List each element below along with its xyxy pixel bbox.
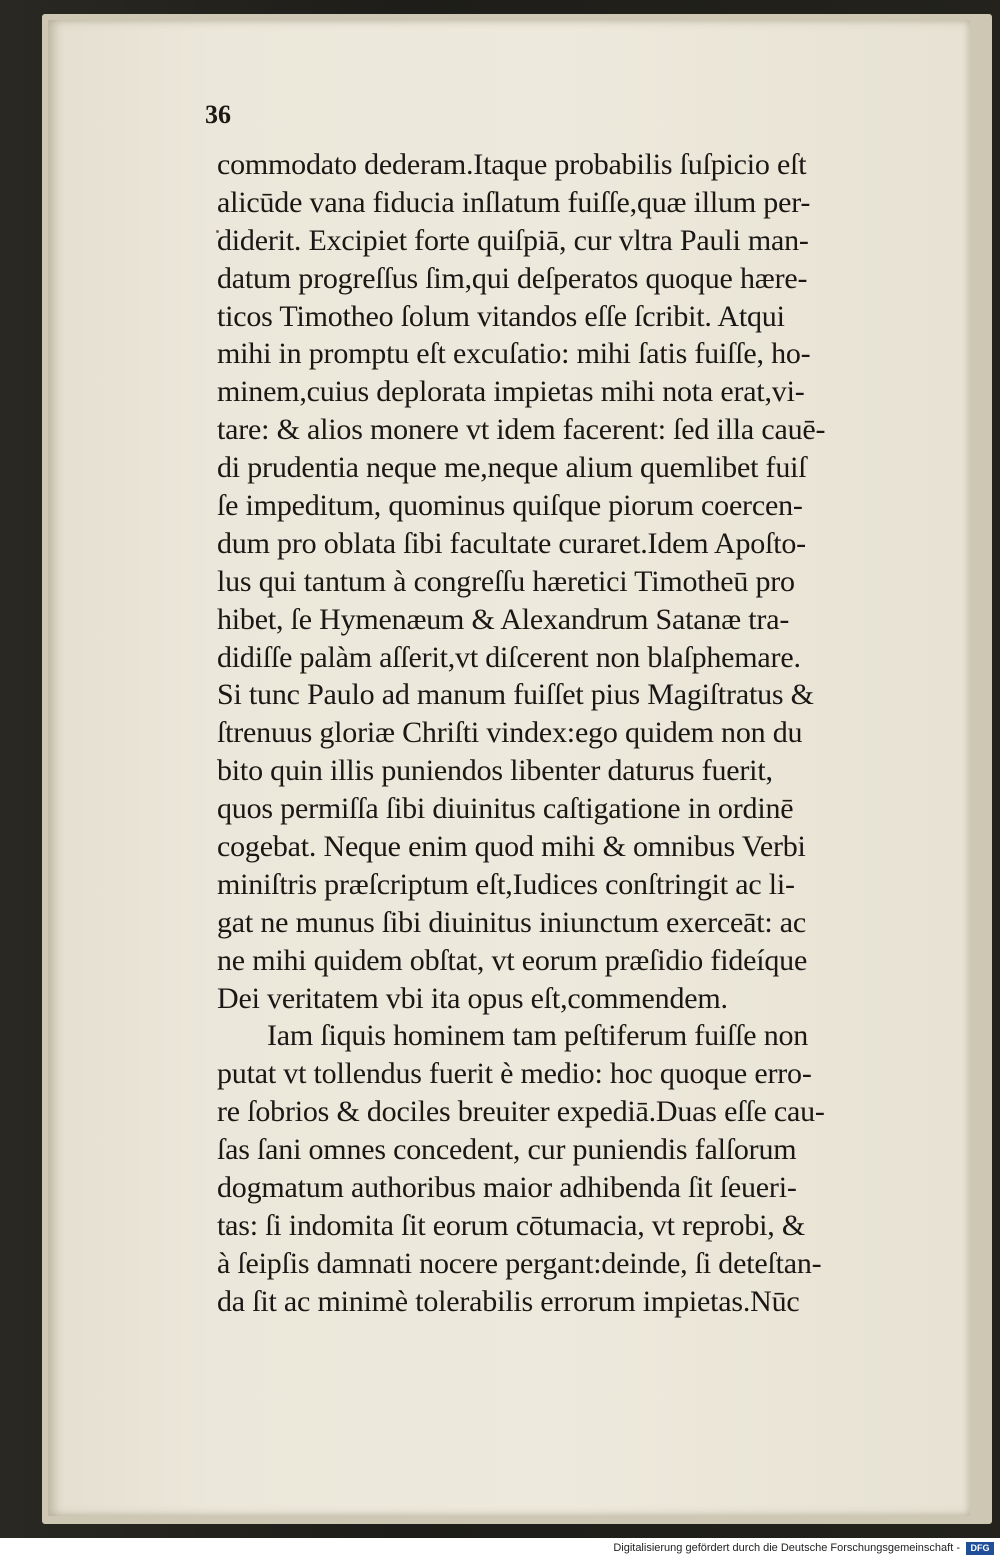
body-text [217, 146, 907, 1321]
text-line: diderit. Excipiet forte quiſpiā, cur vltra Pauli man- [217, 223, 809, 257]
text-line: minem,cuius deplorata impietas mihi nota erat,vi- [217, 375, 805, 409]
text-line: putat vt tollendus fuerit è medio: hoc quoque erro- [217, 1057, 812, 1091]
text-line: quos permiſſa ſibi diuinitus caſtigatione in ordinē [217, 792, 794, 826]
text-line: Si tunc Paulo ad manum fuiſſet pius Magiſtratus & [217, 678, 814, 712]
text-line: ſe impeditum, quominus quiſque piorum coercen- [217, 489, 803, 523]
text-line: ticos Timotheo ſolum vitandos eſſe ſcribit. Atqui [217, 299, 785, 333]
paragraph-start-line: Iam ſiquis hominem tam peſtiferum fuiſſe non [267, 1019, 809, 1053]
text-line: lus qui tantum à congreſſu hæretici Timotheū pro [217, 564, 795, 598]
text-line: ne mihi quidem obſtat, vt eorum præſidio fideíque [217, 943, 808, 977]
text-line: mihi in promptu eſt excuſatio: mihi ſatis fuiſſe, ho- [217, 337, 811, 371]
text-line: dum pro oblata ſibi facultate curaret.Idem Apoſto- [217, 526, 806, 560]
text-line: cogebat. Neque enim quod mihi & omnibus Verbi [217, 830, 806, 864]
text-line: di prudentia neque me,neque alium quemlibet fuiſ [217, 451, 807, 485]
digitization-footer [0, 1538, 1000, 1560]
text-line: tas: ſi indomita ſit eorum cōtumacia, vt reprobi, & [217, 1208, 805, 1242]
dfg-logo: DFG [966, 1542, 994, 1555]
text-line: da ſit ac minimè tolerabilis errorum impietas.Nūc [217, 1284, 800, 1318]
text-line: Dei veritatem vbi ita opus eſt,commendem. [217, 981, 728, 1015]
text-line: didiſſe palàm aſſerit,vt diſcerent non blaſphemare. [217, 640, 801, 674]
text-line: re ſobrios & dociles breuiter expediā.Duas eſſe cau- [217, 1095, 825, 1129]
text-line: alicūde vana fiducia inſlatum fuiſſe,quæ illum per- [217, 185, 811, 219]
text-line: commodato dederam.Itaque probabilis ſuſpicio eſt [217, 148, 807, 181]
text-line: ſtrenuus gloriæ Chriſti vindex:ego quidem non du [217, 716, 803, 750]
text-line: tare: & alios monere vt idem facerent: ſed illa cauē- [217, 413, 826, 447]
text-line: à ſeipſis damnati nocere pergant:deinde, ſi deteſtan- [217, 1246, 822, 1280]
text-line: gat ne munus ſibi diuinitus iniunctum exerceāt: ac [217, 905, 807, 939]
text-line: ſas ſani omnes concedent, cur puniendis falſorum [217, 1133, 797, 1167]
text-line: hibet, ſe Hymenæum & Alexandrum Satanæ tra- [217, 602, 790, 636]
text-line: bito quin illis puniendos libenter daturus fuerit, [217, 754, 773, 788]
text-line: miniſtris præſcriptum eſt,Iudices conſtringit ac li- [217, 867, 795, 901]
text-line: dogmatum authoribus maior adhibenda ſit ſeueri- [217, 1171, 797, 1205]
text-line: datum progreſſus ſim,qui deſperatos quoque hære- [217, 261, 808, 295]
funding-credit-text: Digitalisierung gefördert durch die Deutsche Forschungsgemeinschaft - [613, 1542, 960, 1554]
page-number: 36 [205, 100, 231, 129]
